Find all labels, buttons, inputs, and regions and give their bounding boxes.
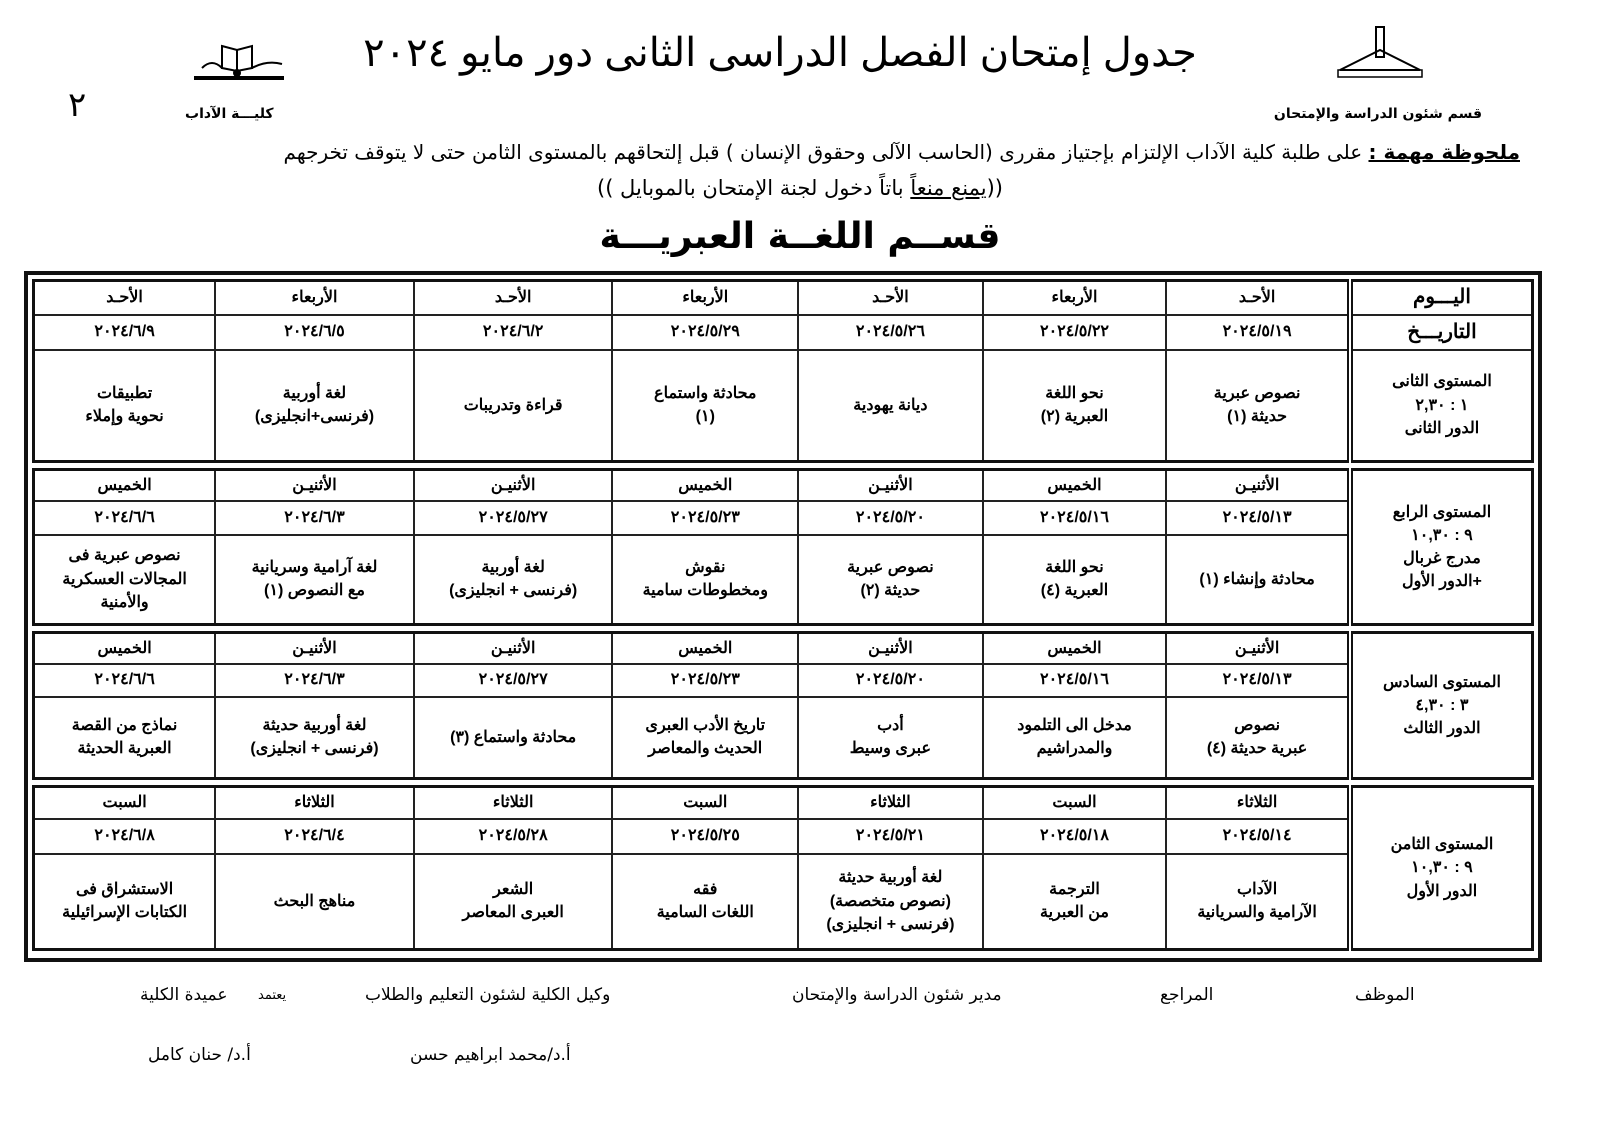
exam-date: ٢٠٢٤/٥/١٨ <box>983 819 1167 854</box>
footer-vice-dean-name: أ.د/محمد ابراهيم حسن <box>410 1045 571 1065</box>
exam-subject: محادثة وإنشاء (١) <box>1166 535 1350 625</box>
exam-day: الثلاثاء <box>798 787 983 819</box>
mobile-underlined: يمنع منعاً <box>910 176 987 200</box>
mobile-open: (( <box>986 176 1003 200</box>
exam-date: ٢٠٢٤/٥/١٦ <box>983 664 1167 697</box>
level-label: المستوى السادس ٣ : ٤,٣٠ الدور الثالث <box>1350 633 1533 779</box>
exam-day: الثلاثاء <box>1166 787 1350 819</box>
exam-date: ٢٠٢٤/٥/٢٢ <box>983 315 1167 350</box>
exam-date: ٢٠٢٤/٦/٩ <box>34 315 216 350</box>
exam-subject: الآداب الآرامية والسريانية <box>1166 854 1350 950</box>
exam-day: الأحـد <box>1166 281 1350 315</box>
exam-date: ٢٠٢٤/٥/٢٠ <box>798 664 983 697</box>
exam-subject: نصوص عبرية حديثة (٢) <box>798 535 983 625</box>
exam-subject: مناهج البحث <box>215 854 414 950</box>
exam-subject: مدخل الى التلمود والمدراشيم <box>983 697 1167 779</box>
exam-date: ٢٠٢٤/٥/٢٨ <box>414 819 613 854</box>
level-section <box>32 631 1534 780</box>
exam-subject: نصوص عبرية حديثة (٤) <box>1166 697 1350 779</box>
footer-reviewer: المراجع <box>1160 985 1214 1005</box>
exam-subject: الترجمة من العبرية <box>983 854 1167 950</box>
exam-date: ٢٠٢٤/٥/٢٥ <box>612 819 798 854</box>
exam-day: الأثنيـن <box>215 633 414 664</box>
footer-dean-name: أ.د/ حنان كامل <box>148 1045 251 1065</box>
date-row <box>34 315 1533 350</box>
exam-schedule-table <box>24 271 1542 962</box>
exam-date: ٢٠٢٤/٦/٦ <box>34 501 216 535</box>
exam-date: ٢٠٢٤/٥/٢٧ <box>414 664 613 697</box>
page-number: ٢ <box>68 85 87 125</box>
subject-row <box>34 854 1533 950</box>
exam-day: الأحـد <box>34 281 216 315</box>
exam-day: الخميس <box>612 470 798 501</box>
exam-subject: نماذج من القصة العبرية الحديثة <box>34 697 216 779</box>
exam-date: ٢٠٢٤/٥/٢٣ <box>612 664 798 697</box>
date-row <box>34 819 1533 854</box>
exam-date: ٢٠٢٤/٥/١٣ <box>1166 501 1350 535</box>
exam-day: الأثنيـن <box>414 633 613 664</box>
exam-date: ٢٠٢٤/٦/٨ <box>34 819 216 854</box>
footer-dean: عميدة الكلية <box>140 985 228 1005</box>
level-section <box>32 279 1534 463</box>
exam-date: ٢٠٢٤/٦/٥ <box>215 315 414 350</box>
exam-day: السبت <box>983 787 1167 819</box>
exam-date: ٢٠٢٤/٥/٢٣ <box>612 501 798 535</box>
exam-subject: نحو اللغة العبرية (٢) <box>983 350 1167 462</box>
exam-subject: تاريخ الأدب العبرى الحديث والمعاصر <box>612 697 798 779</box>
subject-row <box>34 350 1533 462</box>
exam-date: ٢٠٢٤/٦/٣ <box>215 501 414 535</box>
mobile-warning <box>0 176 1600 200</box>
day-row <box>34 633 1533 664</box>
exam-day: الخميس <box>983 470 1167 501</box>
exam-day: الأثنيـن <box>1166 470 1350 501</box>
level-section <box>32 468 1534 626</box>
exam-subject: نصوص عبرية فى المجالات العسكرية والأمنية <box>34 535 216 625</box>
exam-date: ٢٠٢٤/٥/٢٧ <box>414 501 613 535</box>
footer-director: مدير شئون الدراسة والإمتحان <box>792 985 1002 1005</box>
subject-row <box>34 697 1533 779</box>
day-row <box>34 470 1533 501</box>
page-title: جدول إمتحان الفصل الدراسى الثانى دور مايو ٢٠٢٤ <box>363 31 1197 75</box>
department-title: قســم اللغــة العبريـــة <box>599 216 1001 257</box>
exam-day: الخميس <box>34 470 216 501</box>
exam-subject: ديانة يهودية <box>798 350 983 462</box>
exam-date: ٢٠٢٤/٥/١٦ <box>983 501 1167 535</box>
subject-row <box>34 535 1533 625</box>
important-note <box>40 140 1520 164</box>
exam-day: الأثنيـن <box>215 470 414 501</box>
date-row <box>34 664 1533 697</box>
exam-subject: الاستشراق فى الكتابات الإسرائيلية <box>34 854 216 950</box>
exam-day: السبت <box>34 787 216 819</box>
exam-day: الأثنيـن <box>798 470 983 501</box>
date-header: التاريـــخ <box>1350 315 1533 350</box>
exam-date: ٢٠٢٤/٥/١٤ <box>1166 819 1350 854</box>
note-label: ملحوظة مهمة : <box>1368 140 1520 164</box>
office-name: قسم شئون الدراسة والإمتحان <box>1273 106 1482 122</box>
exam-subject: لغة آرامية وسريانية مع النصوص (١) <box>215 535 414 625</box>
exam-subject: نقوش ومخطوطات سامية <box>612 535 798 625</box>
exam-day: الأثنيـن <box>414 470 613 501</box>
exam-day: الأثنيـن <box>798 633 983 664</box>
level-label: المستوى الثانى ١ : ٢,٣٠ الدور الثانى <box>1350 350 1533 462</box>
exam-date: ٢٠٢٤/٥/٢٠ <box>798 501 983 535</box>
exam-date: ٢٠٢٤/٦/٢ <box>414 315 613 350</box>
faculty-name: كليـــة الآداب <box>185 106 274 122</box>
faculty-logo <box>192 38 292 83</box>
day-row <box>34 281 1533 315</box>
exam-day: الأحـد <box>798 281 983 315</box>
exam-subject: الشعر العبرى المعاصر <box>414 854 613 950</box>
exam-day: الأحـد <box>414 281 613 315</box>
exam-day: الثلاثاء <box>414 787 613 819</box>
note-text: على طلبة كلية الآداب الإلتزام بإجتياز مقررى (الحاسب الآلى وحقوق الإنسان ) قبل إلتحاقهم بالمستوى الثامن حتى لا يتوقف تخرجهم <box>283 140 1369 164</box>
exam-subject: فقه اللغات السامية <box>612 854 798 950</box>
exam-day: الثلاثاء <box>215 787 414 819</box>
exam-day: السبت <box>612 787 798 819</box>
exam-day: الأثنيـن <box>1166 633 1350 664</box>
exam-subject: محادثة واستماع (١) <box>612 350 798 462</box>
exam-subject: لغة أوربية حديثة (فرنسى + انجليزى) <box>215 697 414 779</box>
level-label: المستوى الثامن ٩ : ١٠,٣٠ الدور الأول <box>1350 787 1533 950</box>
footer-vice-dean: وكيل الكلية لشئون التعليم والطلاب <box>365 985 611 1005</box>
day-header: اليـــوم <box>1350 281 1533 315</box>
footer-approve: يعتمد <box>258 988 287 1003</box>
exam-day: الأربعاء <box>983 281 1167 315</box>
exam-subject: أدب عبرى وسيط <box>798 697 983 779</box>
exam-subject: قراءة وتدريبات <box>414 350 613 462</box>
exam-day: الخميس <box>612 633 798 664</box>
exam-date: ٢٠٢٤/٥/١٣ <box>1166 664 1350 697</box>
exam-day: الخميس <box>983 633 1167 664</box>
level-section <box>32 785 1534 951</box>
footer-employee: الموظف <box>1355 985 1415 1005</box>
exam-day: الخميس <box>34 633 216 664</box>
exam-day: الأربعاء <box>215 281 414 315</box>
exam-date: ٢٠٢٤/٥/٢٦ <box>798 315 983 350</box>
exam-subject: محادثة واستماع (٣) <box>414 697 613 779</box>
exam-date: ٢٠٢٤/٥/٢١ <box>798 819 983 854</box>
university-logo <box>1335 25 1425 80</box>
exam-date: ٢٠٢٤/٥/٢٩ <box>612 315 798 350</box>
exam-subject: نصوص عبرية حديثة (١) <box>1166 350 1350 462</box>
date-row <box>34 501 1533 535</box>
mobile-rest: باتاً دخول لجنة الإمتحان بالموبايل )) <box>597 176 911 200</box>
level-label: المستوى الرابع ٩ : ١٠,٣٠ مدرج غربال +الدور الأول <box>1350 470 1533 625</box>
exam-subject: لغة أوربية (فرنسى + انجليزى) <box>414 535 613 625</box>
exam-date: ٢٠٢٤/٦/٤ <box>215 819 414 854</box>
exam-date: ٢٠٢٤/٥/١٩ <box>1166 315 1350 350</box>
day-row <box>34 787 1533 819</box>
exam-date: ٢٠٢٤/٦/٣ <box>215 664 414 697</box>
exam-subject: لغة أوربية (فرنسى+انجليزى) <box>215 350 414 462</box>
exam-subject: نحو اللغة العبرية (٤) <box>983 535 1167 625</box>
exam-subject: تطبيقات نحوية وإملاء <box>34 350 216 462</box>
exam-day: الأربعاء <box>612 281 798 315</box>
exam-subject: لغة أوربية حديثة (نصوص متخصصة) (فرنسى + انجليزى) <box>798 854 983 950</box>
exam-date: ٢٠٢٤/٦/٦ <box>34 664 216 697</box>
